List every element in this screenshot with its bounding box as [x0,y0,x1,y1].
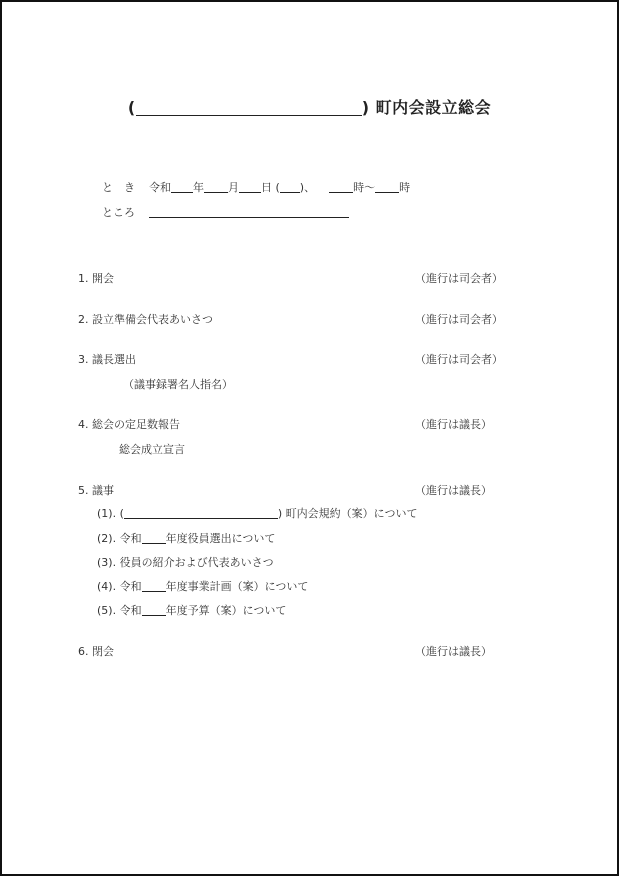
day-blank [239,180,261,193]
weekday-blank [280,180,300,193]
document-title [2,95,617,118]
proceeding-3: (3). 役員の紹介および代表あいさつ [97,556,274,569]
proceeding-2-blank [142,532,166,544]
end-hour-blank [375,180,399,193]
proceeding-4 [97,578,308,594]
agenda-item-1: 1. 開会 [78,272,114,285]
title-suffix: 町内会設立総会 [375,98,492,117]
agenda-note-5: （進行は議長） [415,484,492,497]
agenda-note-6: （進行は議長） [415,645,492,658]
proceeding-1-prefix: (1). ( [97,507,124,520]
place-blank [149,205,349,218]
title-open-paren: ( [127,98,136,117]
place-line [102,203,349,220]
proceeding-1 [97,505,417,521]
year-label: 年 [193,181,204,194]
end-hour-label: 時 [399,181,411,194]
reiwa-label: 令和 [149,181,171,194]
proceeding-2-prefix: (2). 令和 [97,532,142,545]
proceeding-5-prefix: (5). 令和 [97,604,142,617]
start-hour-label: 時〜 [353,181,376,194]
proceeding-4-blank [142,580,166,592]
agenda-item-2: 2. 設立準備会代表あいさつ [78,313,213,326]
agenda-note-4: （進行は議長） [415,418,492,431]
weekday-close: )、 [299,181,316,194]
agenda-item-6: 6. 閉会 [78,645,114,658]
agenda-sub-4: 総会成立宣言 [119,443,185,456]
proceeding-2-suffix: 年度役員選出について [165,532,276,545]
proceeding-1-suffix: ) 町内会規約（案）について [277,507,418,520]
tokoro-label: ところ [102,206,135,219]
proceeding-2 [97,530,275,546]
weekday-open: ( [275,181,280,194]
proceeding-1-blank [124,507,278,519]
month-label: 月 [228,181,239,194]
agenda-item-3: 3. 議長選出 [78,353,136,366]
title-close-paren: ) [361,98,370,117]
agenda-note-2: （進行は司会者） [415,313,503,326]
proceeding-4-suffix: 年度事業計画（案）について [165,580,309,593]
agenda-note-1: （進行は司会者） [415,272,503,285]
proceeding-4-prefix: (4). 令和 [97,580,142,593]
proceeding-5 [97,602,286,618]
agenda-note-3: （進行は司会者） [415,353,503,366]
association-name-blank [136,99,362,116]
day-label: 日 [261,181,272,194]
agenda-item-4: 4. 総会の定足数報告 [78,418,180,431]
year-blank [171,180,193,193]
agenda-item-5: 5. 議事 [78,484,114,497]
month-blank [204,180,228,193]
toki-label: と き [102,181,135,194]
agenda-sub-3: （議事録署名人指名） [123,378,233,391]
start-hour-blank [329,180,353,193]
date-line [102,178,410,195]
proceeding-5-blank [142,604,166,616]
proceeding-5-suffix: 年度予算（案）について [165,604,287,617]
